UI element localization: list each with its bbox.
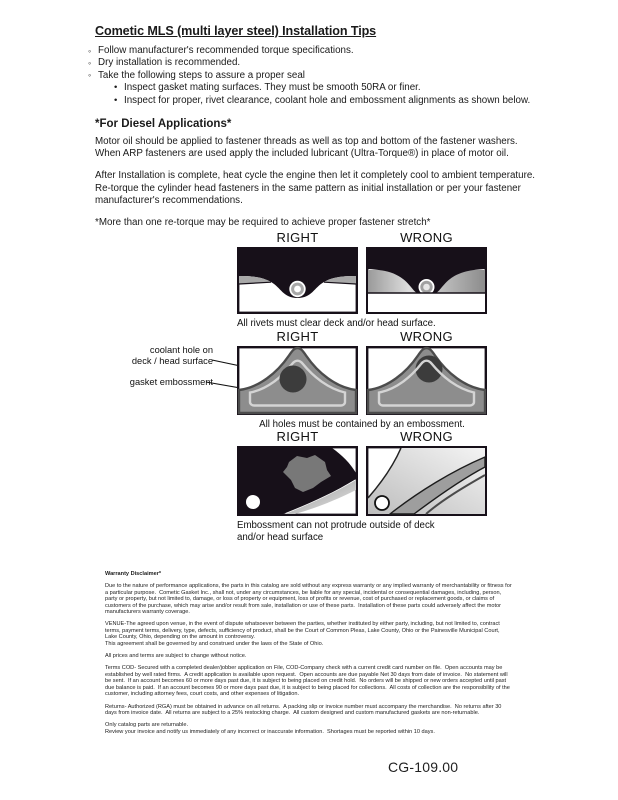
holes-caption: All holes must be contained by an embossment. <box>259 419 465 430</box>
diagram-row-rivets <box>237 230 487 330</box>
legal-paragraph: All prices and terms are subject to change without notice. <box>105 653 247 660</box>
wrong-label: WRONG <box>400 230 453 245</box>
wrong-label: WRONG <box>400 429 453 444</box>
rivet-clearance-right-diagram <box>237 247 358 314</box>
rivet-caption: All rivets must clear deck and/or head surface. <box>237 318 436 329</box>
legal-paragraph: This agreement shall be governed by and construed under the laws of the State of Ohio. <box>105 640 324 647</box>
tips-list <box>88 45 540 107</box>
diesel-paragraph: Motor oil should be applied to fastener threads as well as top and bottom of the fastener washers. When ARP fasteners are used apply the included lubricant (Ultra-Torque®) in place of motor oil. <box>95 136 518 160</box>
protrusion-wrong-diagram <box>366 446 487 516</box>
right-label: RIGHT <box>276 329 319 344</box>
tip-item: ◦ Follow manufacturer's recommended torque specifications. <box>88 45 540 57</box>
warranty-disclaimer-section <box>105 571 513 741</box>
right-label: RIGHT <box>276 429 319 444</box>
hole-containment-right-diagram <box>237 346 358 415</box>
intro-section <box>88 22 540 239</box>
legal-paragraph: Only catalog parts are returnable. <box>105 722 189 729</box>
right-label: RIGHT <box>276 230 319 245</box>
hole-containment-wrong-diagram <box>366 346 487 415</box>
legal-paragraph: Review your invoice and notify us immediately of any incorrect or inaccurate information. Shortages must be reported within 10 days. <box>105 728 435 735</box>
rivet-clearance-wrong-diagram <box>366 247 487 314</box>
diagram-row-protrusion <box>237 429 487 543</box>
tip-item: ◦ Take the following steps to assure a proper seal <box>88 70 540 82</box>
diesel-paragraph: After Installation is complete, heat cycle the engine then let it completely cool to ambient temperature. Re-torque the cylinder head fasteners in the same pattern as initial installation or per your fastener manufacturer's recommendations. <box>95 170 536 206</box>
diesel-heading: *For Diesel Applications* <box>95 118 232 131</box>
tip-sub-item: • Inspect for proper, rivet clearance, coolant hole and embossment alignments as shown below. <box>114 95 540 107</box>
gasket-embossment-label: gasket embossment <box>129 377 213 387</box>
wrong-label: WRONG <box>400 329 453 344</box>
coolant-hole-label: coolant hole on deck / head surface <box>131 345 213 366</box>
protrusion-right-diagram <box>237 446 358 516</box>
legal-paragraph: Returns- Authorized (RGA) must be obtained in advance on all returns. A packing slip or invoice number must accompany the merchandise. No returns after 30 days from invoice date. All returns are subject to a 25% restocking charge. All custom designed and custom manufactured gaskets are non-returnable. <box>105 703 503 716</box>
legal-paragraph: VENUE-The agreed upon venue, in the event of dispute whatsoever between the parties, whether instituted by either party, including, but not limited to, contract terms, payment terms, delivery, type, defects, sufficiency of product, shall be the Court of Common Pleas, Lake County, Ohio or the Painesville Municipal Court, Lake County, Ohio, depending on the amount in controversy. <box>105 621 502 641</box>
warranty-heading: Warranty Disclaimer* <box>105 571 162 577</box>
page-number: CG-109.00 <box>388 759 459 775</box>
diagram-row-holes <box>237 329 487 431</box>
diesel-paragraph: *More than one re-torque may be required to achieve proper fastener stretch* <box>95 217 431 229</box>
page-title: Cometic MLS (multi layer steel) Installation Tips <box>95 24 377 38</box>
protrusion-caption: Embossment can not protrude outside of deck and/or head surface <box>237 520 435 543</box>
tip-item: ◦ Dry installation is recommended. <box>88 57 540 69</box>
legal-paragraph: Terms COD- Secured with a completed dealer/jobber application on File, COD-Company check with a current credit card number on file. Open accounts may be established by well rated firms. A credit application is available upon request. Open accounts are due payable Net 30 days from date of invoice. No statement will be sent. If an account becomes 60 or more days past due, it is subject to being placed on credit hold. No orders will be shipped or new orders accepted until past due balance is paid. If an account becomes 90 or more days past due, it is subject to being placed for collections. All costs of collection are the responsibility of the customer, including attorney fees, court costs, and other expenses of litigation. <box>105 665 512 698</box>
legal-paragraph: Due to the nature of performance applications, the parts in this catalog are sold without any express warranty or any implied warranty of merchantability or fitness for a particular purpose. Cometic Gasket Inc., shall not, under any circumstances, be liable for any special, incidental or consequential damages, including, person, party or property, but not limited to, damage, or loss of property or equipment, loss of profits or revenue, cost of purchased or replacement goods, or claims of customers of the purchase, which may arise and/or result from sale, installation or use of these parts. Installation of these parts could adversely affect the motor manufacturers warranty coverage. <box>105 583 514 616</box>
tip-sub-item: • Inspect gasket mating surfaces. They must be smooth 50RA or finer. <box>114 82 540 94</box>
